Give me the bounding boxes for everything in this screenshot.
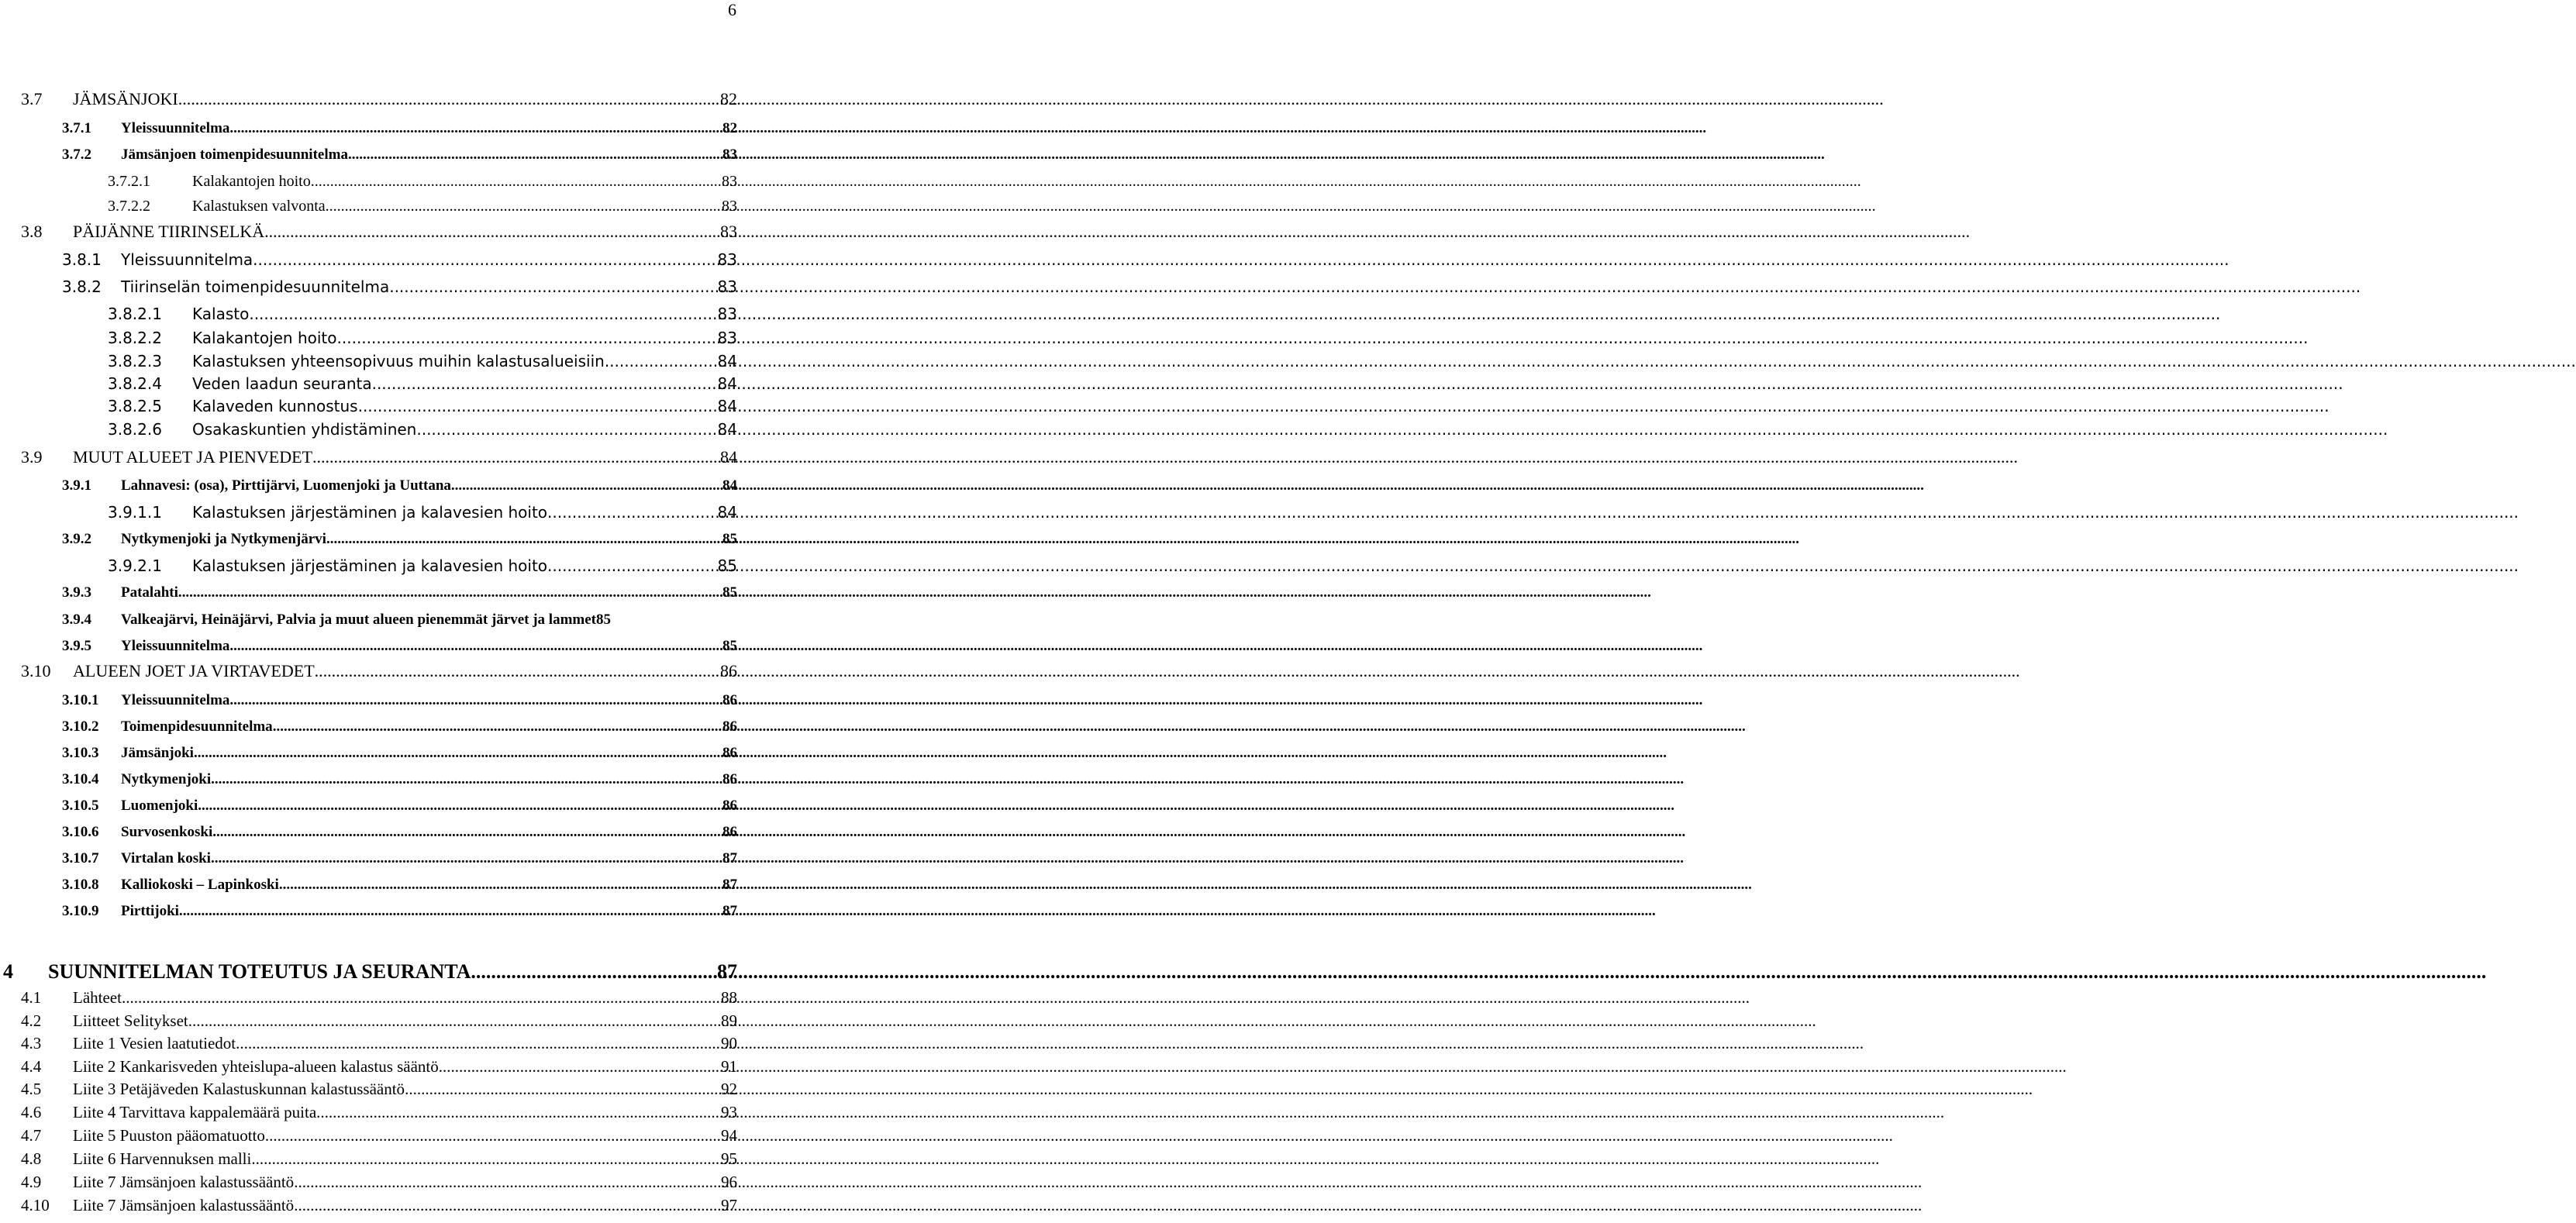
entry-number: 3.8	[21, 222, 43, 241]
entry-title: Liite 5 Puuston pääomatuotto	[73, 1126, 265, 1145]
entry-number: 3.10.3	[62, 745, 99, 761]
entry-title: Kalastuksen järjestäminen ja kalavesien hoito	[192, 556, 548, 575]
entry-number: 3.10.2	[62, 718, 99, 735]
entry-title: Kalaveden kunnostus	[192, 397, 358, 415]
entry-number: 3.8.2	[62, 277, 102, 296]
entry-title: Tiirinselän toimenpidesuunnitelma	[121, 277, 390, 296]
entry-page: 87	[722, 877, 737, 893]
entry-number: 3.10	[21, 661, 51, 680]
toc-entry[interactable]	[21, 1076, 737, 1099]
dot-leader	[279, 877, 722, 894]
dot-leader	[183, 903, 722, 920]
entry-number: 3.7.2.1	[108, 173, 150, 190]
dot-leader	[202, 798, 722, 815]
toc-chapter-entry[interactable]	[3, 956, 737, 984]
entry-page: 86	[722, 745, 737, 761]
toc-entry[interactable]	[62, 686, 737, 709]
dot-leader	[352, 146, 722, 164]
entry-number: 3.10.8	[62, 877, 99, 893]
entry-number: 4.3	[21, 1034, 42, 1052]
entry-page: 85	[722, 584, 737, 601]
toc-entry[interactable]	[62, 844, 737, 867]
dot-leader	[312, 447, 720, 467]
entry-page: 83	[717, 305, 737, 323]
entry-number: 3.7.2	[62, 146, 91, 163]
entry-number: 3.8.2.5	[108, 397, 162, 415]
entry-title: Liite 7 Jämsänjoen kalastussääntö	[73, 1196, 295, 1214]
entry-number: 3.8.2.4	[108, 374, 162, 393]
toc-entry[interactable]	[62, 114, 737, 137]
entry-title: Kalastuksen yhteensopivuus muihin kalastusalueisiin	[192, 352, 605, 370]
entry-page: 84	[717, 352, 737, 370]
entry-number: 4.10	[21, 1196, 50, 1214]
toc-entry[interactable]	[21, 1053, 737, 1077]
dot-leader	[547, 503, 718, 522]
toc-entry[interactable]	[108, 300, 737, 323]
entry-title: Valkeajärvi, Heinäjärvi, Palvia ja muut alueen pienemmät järvet ja lammet	[121, 612, 597, 628]
entry-title: Veden laadun seuranta	[192, 374, 372, 393]
dot-leader	[337, 329, 718, 347]
entry-title: Liitteet Selitykset	[73, 1011, 188, 1030]
entry-page: 82	[722, 120, 737, 136]
dot-leader	[451, 477, 722, 494]
dot-leader	[249, 305, 717, 323]
entry-title: Yleissuunnitelma.	[121, 250, 258, 269]
entry-page: 83	[717, 277, 737, 296]
dot-leader	[294, 1196, 721, 1215]
dot-leader	[315, 661, 720, 681]
toc-entry[interactable]	[62, 471, 737, 494]
toc-entry[interactable]	[62, 897, 737, 920]
entry-number: 3.10.6	[62, 824, 99, 840]
entry-title: Nytkymenjoki	[121, 771, 212, 787]
entry-number: 4.8	[21, 1149, 42, 1168]
entry-page: 97	[721, 1196, 737, 1214]
toc-entry[interactable]	[21, 1099, 737, 1122]
dot-leader	[178, 584, 722, 601]
entry-number: 3.9	[21, 447, 43, 467]
entry-number: 3.8.2.3	[108, 352, 162, 370]
entry-page: 85	[722, 638, 737, 654]
dot-leader	[178, 89, 720, 109]
dot-leader	[258, 250, 718, 269]
toc-entry[interactable]	[108, 552, 737, 575]
entry-title: Kalakantojen hoito	[192, 329, 337, 347]
entry-page: 84	[717, 420, 737, 439]
entry-number: 3.8.2.2	[108, 329, 162, 347]
dot-leader	[389, 277, 717, 296]
entry-page: 85	[596, 612, 612, 628]
entry-title: Liite 3 Petäjäveden Kalastuskunnan kalastussääntö	[73, 1080, 405, 1098]
entry-title: Yleissuunnitelma	[121, 692, 230, 708]
toc-entry[interactable]	[21, 1192, 737, 1215]
entry-page: 83	[722, 173, 737, 190]
dot-leader	[188, 1011, 721, 1031]
entry-title: Liite 6 Harvennuksen malli	[73, 1149, 252, 1168]
dot-leader	[229, 692, 722, 709]
entry-number: 3.7.2.2	[108, 198, 150, 215]
entry-title: Virtalan koski	[121, 850, 211, 866]
entry-number: 4.4	[21, 1057, 42, 1076]
dot-leader	[211, 771, 722, 788]
toc-entry[interactable]	[62, 578, 737, 601]
dot-leader	[233, 120, 722, 137]
toc-entry[interactable]	[62, 140, 737, 164]
entry-number: 3.10.7	[62, 850, 99, 866]
entry-title: Kalastuksen järjestäminen ja kalavesien hoito	[192, 503, 548, 522]
entry-page: 92	[721, 1080, 737, 1098]
entry-page: 93	[721, 1103, 737, 1121]
entry-page: 87	[722, 903, 737, 919]
table-of-contents	[0, 0, 744, 1223]
toc-entry[interactable]	[108, 498, 737, 522]
toc-entry[interactable]	[21, 984, 737, 1008]
entry-page: 95	[721, 1149, 737, 1168]
toc-entry[interactable]	[21, 658, 737, 681]
toc-entry[interactable]	[21, 1008, 737, 1031]
dot-leader	[194, 745, 722, 762]
entry-page: 87	[722, 850, 737, 866]
toc-entry[interactable]	[62, 712, 737, 736]
entry-page: 86	[720, 661, 737, 680]
entry-page: 86	[722, 824, 737, 840]
entry-title: Liite 4 Tarvittava kappalemäärä puita	[73, 1103, 317, 1121]
entry-page: 83	[722, 146, 737, 163]
entry-number: 3.10.1	[62, 692, 99, 708]
entry-title: Yleissuunnitelma	[121, 638, 230, 654]
entry-number: 3.10.5	[62, 798, 99, 814]
entry-title: Liite 2 Kankarisveden yhteislupa-alueen kalastus sääntö	[73, 1057, 439, 1076]
entry-title: Jämsänjoen toimenpidesuunnitelma.	[121, 146, 352, 163]
toc-entry[interactable]	[62, 870, 737, 894]
entry-page: 84	[717, 397, 737, 415]
entry-number: 3.9.3	[62, 584, 91, 601]
entry-title: Nytkymenjoki ja Nytkymenjärvi	[121, 531, 326, 547]
entry-page: 85	[717, 556, 737, 575]
entry-number: 3.8.1	[62, 250, 102, 269]
entry-title: Kalastuksen valvonta	[192, 198, 326, 215]
toc-entry[interactable]	[21, 86, 737, 109]
entry-page: 84	[717, 503, 737, 522]
dot-leader	[372, 374, 718, 393]
toc-entry[interactable]	[21, 1030, 737, 1053]
entry-number: 3.9.4	[62, 612, 91, 628]
toc-entry[interactable]	[62, 605, 737, 629]
entry-page: 89	[721, 1011, 737, 1030]
entry-title: MUUT ALUEET JA PIENVEDET	[73, 447, 313, 467]
entry-number: 3.8.2.1	[108, 305, 162, 323]
entry-title: JÄMSÄNJOKI	[73, 89, 178, 109]
dot-leader	[294, 1173, 721, 1192]
entry-title: ALUEEN JOET JA VIRTAVEDET	[73, 661, 315, 680]
dot-leader	[547, 556, 718, 575]
entry-number: 3.9.1	[62, 477, 91, 494]
toc-entry[interactable]	[108, 347, 737, 370]
toc-entry[interactable]	[62, 632, 737, 655]
entry-title: Jämsänjoki	[121, 745, 194, 761]
dot-leader	[416, 420, 717, 439]
dot-leader	[439, 1057, 721, 1077]
entry-page: 84	[717, 374, 737, 393]
toc-entry[interactable]	[108, 192, 737, 215]
entry-page: 96	[721, 1173, 737, 1191]
entry-number: 3.9.5	[62, 638, 91, 654]
entry-page: 85	[722, 531, 737, 547]
entry-title: Liite 1 Vesien laatutiedot	[73, 1034, 236, 1052]
entry-title: Toimenpidesuunnitelma	[121, 718, 273, 735]
dot-leader	[251, 1149, 721, 1169]
entry-page: 90	[721, 1034, 737, 1052]
entry-page: 83	[720, 222, 737, 241]
entry-page: 84	[720, 447, 737, 467]
toc-entry[interactable]	[62, 739, 737, 762]
toc-entry[interactable]	[21, 1169, 737, 1192]
dot-leader	[236, 1034, 721, 1053]
toc-entry[interactable]	[108, 167, 737, 191]
dot-leader	[229, 638, 722, 655]
entry-title: Yleissuunnitelma.	[121, 120, 234, 136]
entry-title: Liite 7 Jämsänjoen kalastussääntö	[73, 1173, 295, 1191]
dot-leader	[316, 1103, 721, 1122]
toc-entry[interactable]	[21, 444, 737, 467]
entry-title: Survosenkoski	[121, 824, 213, 840]
entry-title: Kalliokoski – Lapinkoski	[121, 877, 279, 893]
entry-number: 4.9	[21, 1173, 42, 1191]
toc-entry[interactable]	[21, 1122, 737, 1145]
entry-number: 4.6	[21, 1103, 42, 1121]
entry-page: 86	[722, 692, 737, 708]
dot-leader	[311, 173, 722, 191]
entry-number: 3.10.4	[62, 771, 99, 787]
entry-number: 4.7	[21, 1126, 42, 1145]
entry-number: 4.2	[21, 1011, 42, 1030]
toc-entry[interactable]	[62, 246, 737, 269]
dot-leader	[358, 397, 718, 415]
dot-leader	[265, 1126, 721, 1145]
toc-entry[interactable]	[108, 324, 737, 347]
entry-page: 88	[721, 988, 737, 1007]
entry-title: Osakaskuntien yhdistäminen	[192, 420, 417, 439]
entry-title: Lähteet	[73, 988, 122, 1007]
toc-entry[interactable]	[62, 765, 737, 788]
entry-title: Kalakantojen hoito	[192, 173, 311, 190]
dot-leader	[264, 222, 720, 242]
dot-leader	[405, 1080, 721, 1099]
entry-page: 86	[722, 718, 737, 735]
entry-page: 83	[717, 329, 737, 347]
entry-page: 82	[720, 89, 737, 109]
toc-entry[interactable]	[62, 791, 737, 815]
entry-title: Kalasto	[192, 305, 250, 323]
entry-title: Luomenjoki.	[121, 798, 202, 814]
dot-leader	[211, 850, 722, 867]
toc-entry[interactable]	[62, 273, 737, 296]
entry-title: SUUNNITELMAN TOTEUTUS JA SEURANTA	[48, 960, 471, 983]
entry-number: 3.7	[21, 89, 43, 109]
entry-page: 83	[722, 198, 737, 215]
entry-title: Lahnavesi: (osa), Pirttijärvi, Luomenjoki ja Uuttana	[121, 477, 451, 494]
entry-title: Pirttijoki.	[121, 903, 183, 919]
dot-leader	[326, 198, 722, 215]
toc-entry[interactable]	[108, 415, 737, 439]
entry-title: Patalahti	[121, 584, 178, 601]
dot-leader	[471, 960, 717, 984]
toc-entry[interactable]	[21, 1145, 737, 1169]
entry-number: 3.7.1	[62, 120, 91, 136]
toc-entry[interactable]	[62, 818, 737, 841]
entry-number: 4.1	[21, 988, 42, 1007]
toc-entry[interactable]	[108, 370, 737, 393]
dot-leader	[212, 824, 722, 841]
dot-leader	[273, 718, 722, 736]
entry-page: 83	[717, 250, 737, 269]
entry-number: 3.10.9	[62, 903, 99, 919]
toc-entry[interactable]	[62, 525, 737, 548]
entry-number: 3.9.2.1	[108, 556, 162, 575]
entry-title: PÄIJÄNNE TIIRINSELKÄ	[73, 222, 265, 241]
entry-page: 91	[721, 1057, 737, 1076]
dot-leader	[122, 988, 721, 1008]
entry-number: 4	[3, 960, 13, 983]
entry-number: 3.9.1.1	[108, 503, 162, 522]
entry-page: 87	[717, 960, 737, 983]
toc-entry[interactable]	[21, 219, 737, 242]
toc-entry[interactable]	[108, 392, 737, 415]
entry-page: 84	[722, 477, 737, 494]
dot-leader	[605, 352, 718, 370]
page-number: 6	[728, 0, 736, 19]
entry-number: 3.9.2	[62, 531, 91, 547]
entry-number: 3.8.2.6	[108, 420, 162, 439]
dot-leader	[326, 531, 722, 548]
entry-number: 4.5	[21, 1080, 42, 1098]
entry-page: 86	[722, 771, 737, 787]
entry-page: 94	[721, 1126, 737, 1145]
entry-page: 86	[722, 798, 737, 814]
